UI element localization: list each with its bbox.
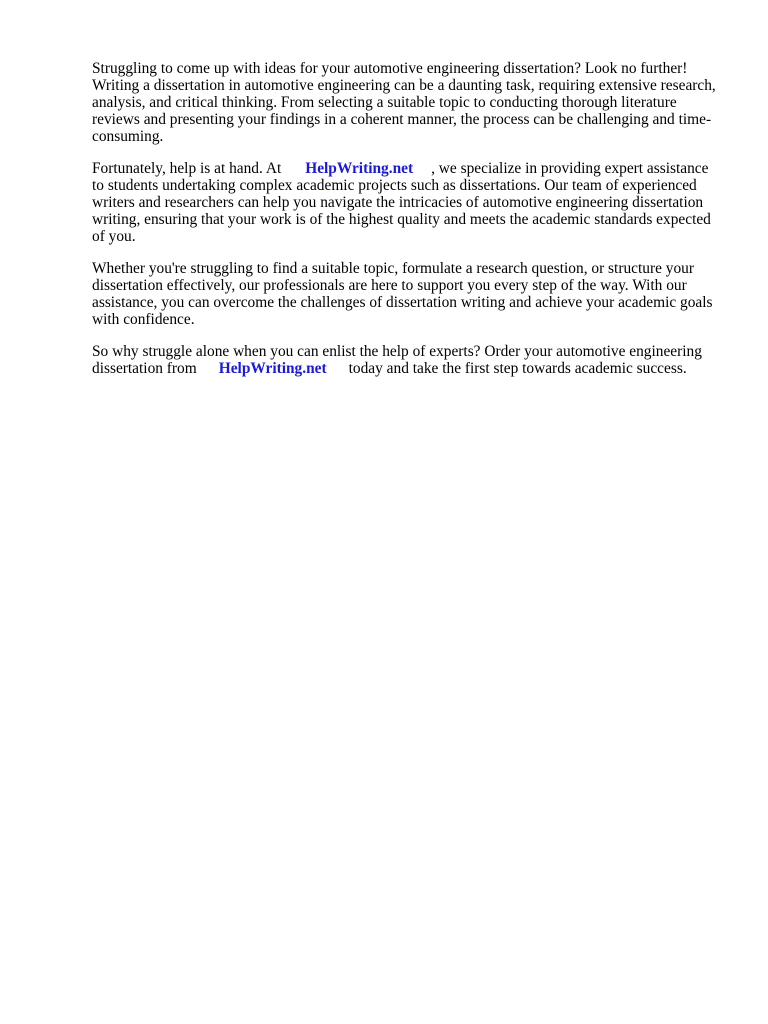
paragraph-support-text: Whether you're struggling to find a suitable topic, formulate a research question, or structure your dissertation effectively, our professionals are here to support you every step of the way. With our assistance, you can overcome the challenges of dissertation writing and achieve your academic goals with confidence. xyxy=(92,259,713,329)
helpwriting-link[interactable]: HelpWriting.net xyxy=(305,159,414,177)
paragraph-intro-text: Struggling to come up with ideas for your automotive engineering dissertation? Look no further! Writing a dissertation in automotive engineering can be a daunting task, requiring extensive research, analysis, and critical thinking. From selecting a suitable topic to conducting thorough literature reviews and presenting your findings in a coherent manner, the process can be challenging and time-consuming. xyxy=(92,60,716,146)
helpwriting-link-order[interactable]: HelpWriting.net xyxy=(218,359,327,377)
paragraph-order xyxy=(92,343,724,377)
paragraph-help xyxy=(92,160,724,245)
paragraph-order-text-before: So why struggle alone when you can enlist the help of experts? Order your automotive engineering dissertation from xyxy=(92,342,702,377)
paragraph-help-text-after: , we specialize in providing expert assistance to students undertaking complex academic projects such as dissertations. Our team of experienced writers and researchers can help you navigate the intricacies of automotive engineering dissertation writing, ensuring that your work is of the highest quality and meets the academic standards expected of you. xyxy=(92,159,711,246)
paragraph-order-text-after: today and take the first step towards academic success. xyxy=(348,359,687,377)
paragraph-help-text-before: Fortunately, help is at hand. At xyxy=(92,159,282,177)
paragraph-support xyxy=(92,260,724,328)
paragraph-intro xyxy=(92,60,724,145)
document-body xyxy=(92,60,724,392)
